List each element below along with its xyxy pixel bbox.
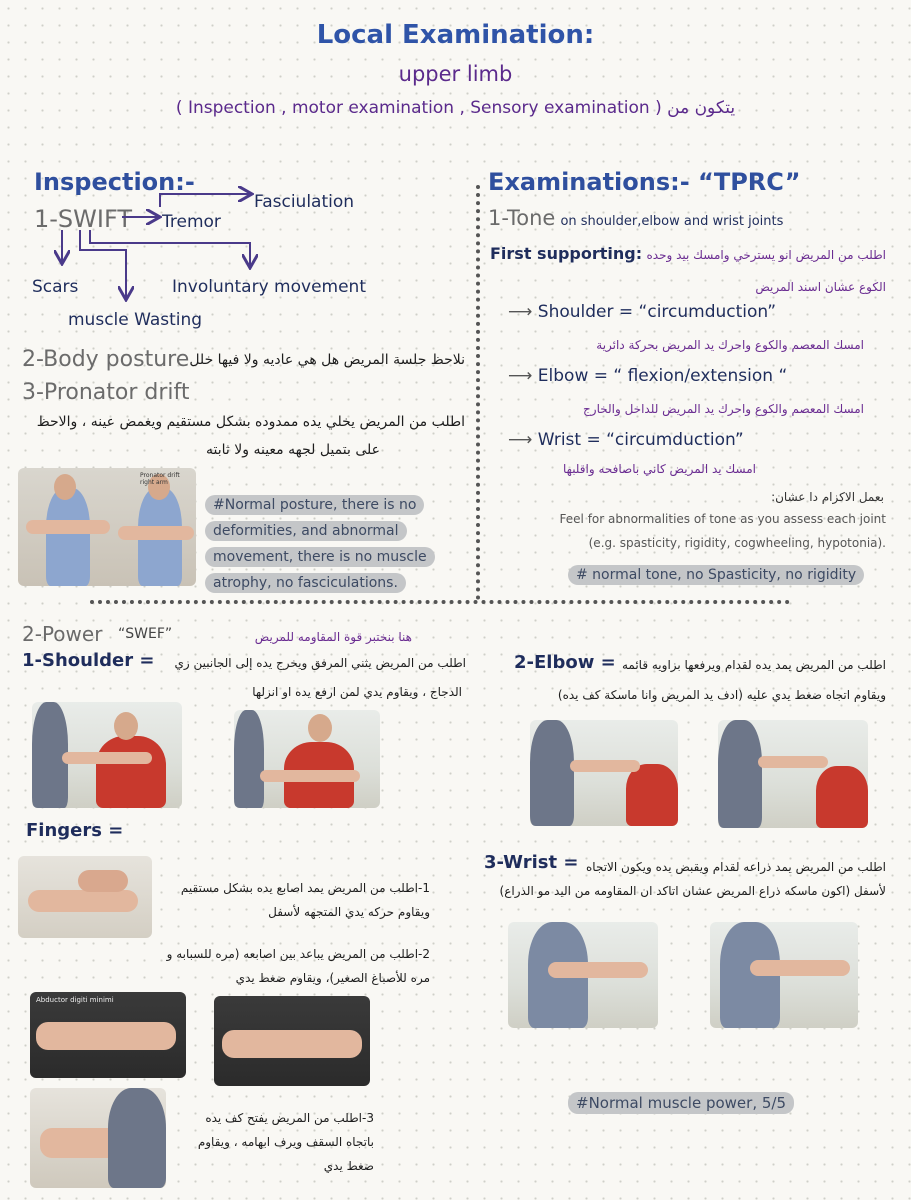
fingers-label: Fingers =: [26, 820, 124, 841]
fingers-abductor-photo-2: [214, 996, 370, 1086]
tone-shoulder-item: ⟶ Shoulder = “circumduction”: [508, 302, 777, 322]
fingers-step-2-arabic: 2-اطلب من المريض يباعد بين اصابعه (مره للسبابه و مره للأصباغ الصغير)، ويقاوم ضغط يدي: [166, 947, 430, 985]
power-heading: 2-Power: [22, 622, 103, 646]
fasciculation-label: Fasciulation: [254, 192, 355, 212]
tone-shoulder-text: Shoulder = “circumduction”: [537, 302, 777, 322]
intro-english: ( Inspection , motor examination , Sensory examination ): [175, 98, 662, 118]
tone-label: 1-Tone: [488, 206, 556, 230]
power-heading-arabic: هنا بنختبر قوة المقاومه للمريض: [254, 630, 412, 644]
horizontal-divider: [90, 600, 790, 604]
intro-line: [0, 98, 911, 118]
tone-elbow-arabic: امسك المعصم والكوع واحرك يد المريض للداخل والخارج: [583, 402, 864, 416]
shoulder-power-photo-1: [32, 702, 182, 808]
power-shoulder-label: 1-Shoulder =: [22, 650, 155, 671]
body-posture-label: 2-Body posture: [22, 347, 190, 372]
pronator-drift-photo: [18, 468, 196, 586]
page-title: Local Examination:: [316, 20, 595, 50]
fingers-abductor-photo-1: [30, 992, 186, 1078]
fingers-photo-1: [18, 856, 152, 938]
swift-label: 1-SWIFT: [34, 205, 133, 233]
tone-shoulder-arabic: امسك المعصم والكوع واحرك يد المريض بحركة دائرية: [596, 338, 864, 352]
shoulder-power-photo-2: [234, 710, 380, 808]
examinations-heading: Examinations:- “TPRC”: [488, 168, 801, 196]
scars-label: Scars: [32, 277, 79, 297]
fingers-step-3-arabic: 3-اطلب من المريض يفتح كف يده باتجاه السقف ويرف ابهامه ، ويقاوم ضغط يدي: [197, 1111, 374, 1173]
abductor-caption: Abductor digiti minimi: [36, 996, 114, 1004]
involuntary-movement-label: Involuntary movement: [172, 277, 366, 297]
power-elbow-arabic-1: اطلب من المريض يمد يده لقدام ويرفعها بزاويه قائمه: [621, 658, 886, 672]
page-subtitle: upper limb: [398, 62, 513, 86]
tone-wrist-item: ⟶ Wrist = “circumduction”: [508, 430, 744, 450]
tremor-label: Tremor: [162, 212, 221, 232]
power-wrist-arabic-1: اطلب من المريض يمد ذراعه لقدام ويقبض يده ويكون الاتجاه: [586, 860, 886, 874]
power-elbow-arabic-2: ويقاوم اتجاه ضغط يدي عليه (ادف يد المريض وانا ماسكة كف يده): [557, 688, 886, 702]
first-supporting-label: First supporting:: [490, 244, 643, 263]
inspection-normal-note: #Normal posture, there is no deformities, and abnormal movement, there is no muscle atrophy, no fasciculations.: [205, 492, 467, 596]
tone-line: [488, 206, 783, 230]
power-elbow-label: 2-Elbow =: [514, 652, 616, 673]
power-swef: “SWEF”: [118, 626, 173, 642]
power-normal-note: #Normal muscle power, 5/5: [568, 1092, 794, 1114]
intro-arabic: يتكون من: [667, 98, 736, 118]
fingers-photo-3: [30, 1088, 166, 1188]
tone-purpose-english-1: Feel for abnormalities of tone as you assess each joint: [559, 512, 886, 526]
power-wrist-label: 3-Wrist =: [484, 852, 579, 873]
elbow-power-photo-2: [718, 720, 868, 828]
vertical-divider: [476, 185, 480, 600]
tone-elbow-item: ⟶ Elbow = “ flexion/extension “: [508, 366, 788, 386]
wrist-power-photo-1: [508, 922, 658, 1028]
fingers-step-1-arabic: 1-اطلب من المريض يمد اصابع يده بشكل مستقيم ويقاوم حركه يدي المتجهه لأسفل: [180, 881, 430, 919]
first-supporting-arabic-2: الكوع عشان اسند المريض: [755, 280, 886, 294]
pronator-drift-arabic-1: اطلب من المريض يخلي يده ممدوده بشكل مستقيم ويغمض عينه ، والاحظ: [36, 414, 465, 430]
body-posture-arabic: نلاحظ جلسة المريض هل هي عاديه ولا فيها خلل: [189, 352, 465, 368]
tone-purpose-arabic: بعمل الاكزام دا عشان:: [771, 490, 884, 504]
power-wrist-arabic-2: لأسفل (اكون ماسكه ذراع المريض عشان اتاكد ان المقاومه من اليد مو الذراع): [499, 884, 886, 898]
elbow-power-photo-1: [530, 720, 678, 826]
tone-normal-note: # normal tone, no Spasticity, no rigidity: [568, 565, 864, 585]
tone-purpose-english-2: (e.g. spasticity, rigidity, cogwheeling, hypotonia).: [588, 536, 886, 550]
tone-elbow-text: Elbow = “ flexion/extension “: [537, 366, 788, 386]
tone-wrist-text: Wrist = “circumduction”: [537, 430, 744, 450]
pronator-drift-arabic-2: على بتميل لجهه معينه ولا ثابته: [206, 442, 380, 458]
tone-description: on shoulder,elbow and wrist joints: [560, 214, 784, 229]
first-supporting-arabic-1: اطلب من المريض انو يسترخي وامسك بيد وحده: [646, 248, 886, 262]
power-shoulder-arabic-1: اطلب من المريض يثني المرفق ويخرج يده إلى الجانبين زي: [174, 656, 466, 670]
wrist-power-photo-2: [710, 922, 858, 1028]
power-shoulder-arabic-2: الدجاج ، ويقاوم يدي لمن ارفع يده او انزلها: [252, 685, 462, 699]
muscle-wasting-label: muscle Wasting: [68, 310, 203, 330]
pronator-drift-label: 3-Pronator drift: [22, 380, 190, 405]
inspection-heading: Inspection:-: [34, 168, 195, 196]
tone-wrist-arabic: امسك يد المريض كاني باصافحه واقلبها: [563, 462, 756, 476]
pronator-photo-caption: Pronator drift right arm: [140, 472, 180, 486]
